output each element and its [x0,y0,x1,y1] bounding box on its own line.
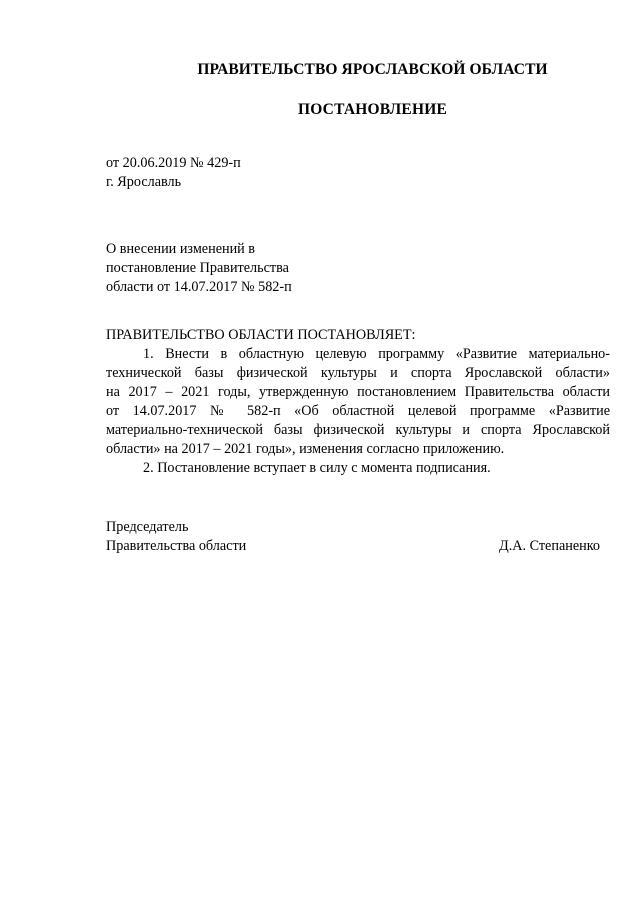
item-2-text: 2. Постановление вступает в силу с момента подписания. [143,460,491,476]
resolution-items [106,345,610,478]
signer-position-line-1: Председатель [106,519,189,535]
document-date-number: от 20.06.2019 № 429-п [106,155,241,171]
item-1-line: области» на 2017 – 2021 годы», изменения согласно приложению. [106,441,505,457]
signer-name: Д.А. Степаненко [499,538,600,554]
item-1-line: технической базы физической культуры и спорта Ярославской области» [106,365,610,381]
document-city: г. Ярославль [106,174,182,190]
item-1-line: на 2017 – 2021 годы, утвержденную постановлением Правительства области [106,384,610,400]
subject-line-3: области от 14.07.2017 № 582-п [106,279,292,295]
subject-line-2: постановление Правительства [106,260,289,276]
signer-position-line-2: Правительства области [106,538,247,554]
subject-line-1: О внесении изменений в [106,241,256,257]
item-1-line: материально-технической базы физической культуры и спорта Ярославской [106,422,610,438]
resolution-preamble: ПРАВИТЕЛЬСТВО ОБЛАСТИ ПОСТАНОВЛЯЕТ: [106,327,416,343]
document-type: ПОСТАНОВЛЕНИЕ [297,101,448,118]
government-title: ПРАВИТЕЛЬСТВО ЯРОСЛАВСКОЙ ОБЛАСТИ [197,61,548,78]
item-1-line: от 14.07.2017 № 582-п «Об областной целевой программе «Развитие [106,403,610,419]
item-1-line: 1. Внести в областную целевую программу «Развитие материально- [143,346,610,362]
